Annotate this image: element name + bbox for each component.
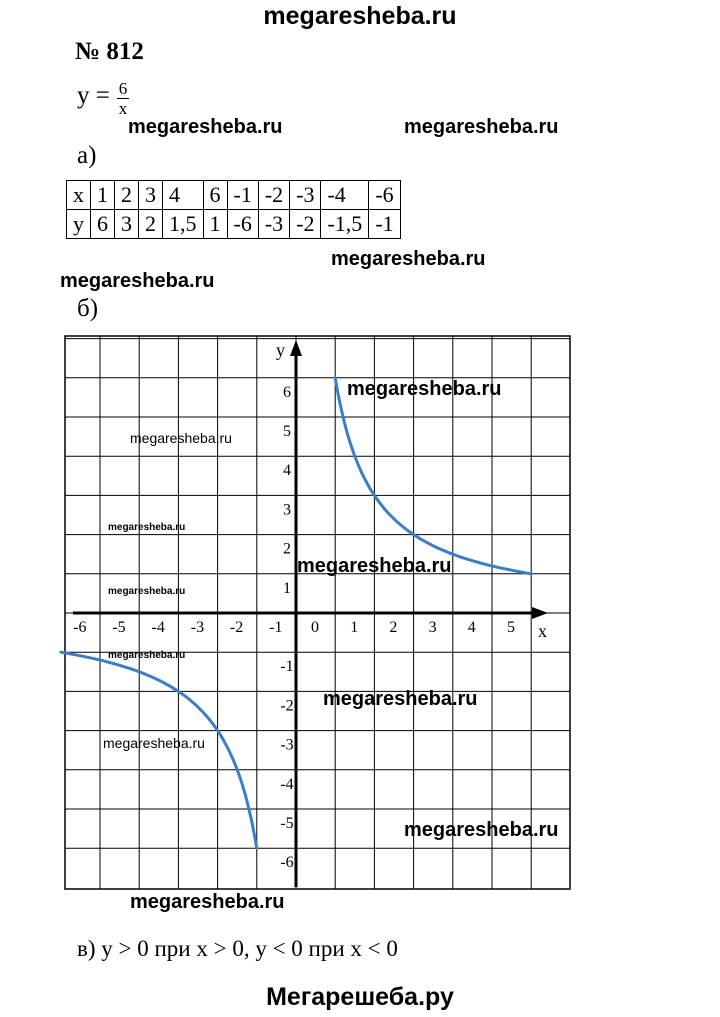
watermark: megaresheba.ru bbox=[404, 819, 559, 841]
watermark: megaresheba.ru bbox=[108, 522, 186, 533]
watermark: megaresheba.ru bbox=[297, 555, 452, 577]
watermark: megaresheba.ru bbox=[103, 735, 205, 751]
table-cell: 1 bbox=[91, 181, 115, 210]
watermark: megaresheba.ru bbox=[331, 248, 486, 270]
y-tick-label: 5 bbox=[283, 423, 291, 440]
y-axis-arrow bbox=[290, 340, 302, 356]
table-header-cell: y bbox=[67, 210, 91, 239]
table-cell: -3 bbox=[258, 210, 289, 239]
x-axis-arrow bbox=[532, 607, 548, 619]
x-tick-label: -4 bbox=[151, 619, 165, 636]
watermark: megaresheba.ru bbox=[323, 688, 478, 710]
y-tick-label: 1 bbox=[283, 579, 291, 597]
table-cell: 1,5 bbox=[163, 210, 204, 239]
table-cell: -1 bbox=[369, 210, 400, 239]
x-tick-label: 3 bbox=[428, 619, 437, 636]
table-cell: 4 bbox=[163, 181, 204, 210]
watermark: megaresheba.ru bbox=[108, 650, 186, 661]
table-cell: -6 bbox=[369, 181, 400, 210]
table-cell: -1,5 bbox=[321, 210, 369, 239]
table-cell: -6 bbox=[227, 210, 258, 239]
site-footer: Мегарешеба.ру bbox=[266, 983, 454, 1011]
table-cell: 2 bbox=[115, 181, 139, 210]
part-a-label: а) bbox=[77, 142, 97, 169]
table-cell: 2 bbox=[139, 210, 163, 239]
watermark: megaresheba.ru bbox=[130, 430, 232, 446]
x-tick-label: 0 bbox=[311, 619, 319, 636]
x-tick-label: -5 bbox=[112, 619, 126, 636]
table-cell: -3 bbox=[290, 181, 321, 210]
table-cell: 6 bbox=[203, 181, 227, 210]
x-tick-label: 4 bbox=[467, 619, 476, 636]
formula-lhs: y = bbox=[77, 82, 110, 109]
axes bbox=[73, 340, 548, 887]
x-tick-label: 1 bbox=[350, 619, 359, 636]
y-tick-label: -1 bbox=[280, 658, 294, 676]
x-tick-label: 2 bbox=[389, 619, 398, 636]
curve-positive-branch bbox=[335, 378, 531, 574]
y-tick-label: -6 bbox=[280, 854, 294, 872]
answer-text: в) y > 0 при x > 0, y < 0 при x < 0 bbox=[77, 936, 398, 961]
x-tick-label: -3 bbox=[190, 619, 205, 636]
x-tick-label: -2 bbox=[229, 619, 244, 636]
y-tick-label: -4 bbox=[280, 775, 294, 793]
y-axis-label: y bbox=[276, 340, 285, 360]
x-tick-label: -6 bbox=[73, 619, 87, 636]
table-cell: 3 bbox=[115, 210, 139, 239]
watermark: megaresheba.ru bbox=[130, 891, 285, 913]
y-tick-label: -5 bbox=[280, 815, 294, 832]
watermark: megaresheba.ru bbox=[60, 270, 215, 292]
table-cell: 6 bbox=[91, 210, 115, 239]
problem-number: № 812 bbox=[75, 38, 144, 65]
table-cell: -4 bbox=[321, 181, 369, 210]
watermark: megaresheba.ru bbox=[347, 378, 502, 400]
table-cell: 1 bbox=[203, 210, 227, 239]
site-header: megaresheba.ru bbox=[263, 2, 457, 30]
table-header-cell: x bbox=[67, 181, 91, 210]
y-tick-label: 4 bbox=[283, 462, 291, 480]
watermark: megaresheba.ru bbox=[128, 116, 283, 138]
table-cell: -2 bbox=[258, 181, 289, 210]
part-b-label: б) bbox=[77, 295, 99, 322]
watermark: megaresheba.ru bbox=[108, 586, 186, 597]
watermark: megaresheba.ru bbox=[404, 116, 559, 138]
x-tick-label: -1 bbox=[269, 619, 283, 636]
y-tick-label: 6 bbox=[283, 383, 291, 401]
table-cell: 3 bbox=[139, 181, 163, 210]
formula-numerator: 6 bbox=[118, 79, 128, 98]
tick-labels bbox=[73, 340, 547, 871]
y-tick-label: 2 bbox=[283, 540, 291, 558]
formula-denominator: x bbox=[118, 99, 128, 118]
x-axis-label: x bbox=[538, 621, 547, 641]
x-tick-label: 5 bbox=[507, 619, 515, 636]
table-cell: -1 bbox=[227, 181, 258, 210]
y-tick-label: -3 bbox=[280, 736, 294, 754]
y-tick-label: -2 bbox=[280, 697, 294, 715]
y-tick-label: 3 bbox=[283, 501, 291, 519]
table-cell: -2 bbox=[290, 210, 321, 239]
